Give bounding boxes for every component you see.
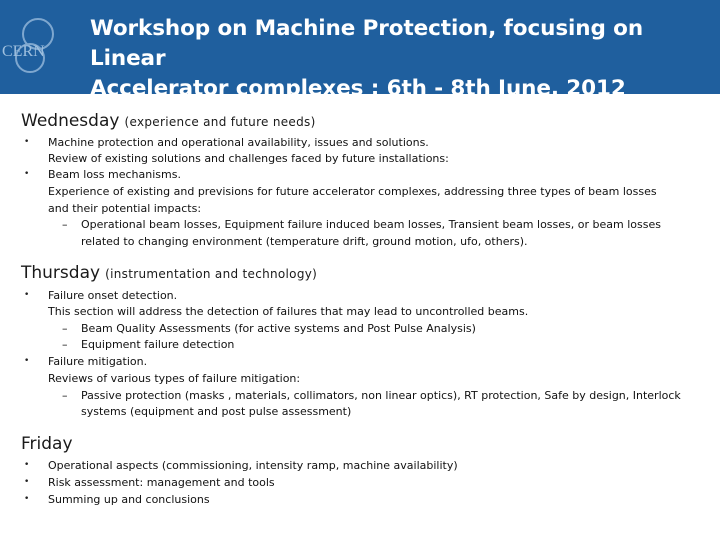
- thursday-heading: [21, 263, 317, 283]
- wednesday-subtitle: (experience and future needs): [124, 115, 316, 129]
- wed-item2-line2: Experience of existing and previsions for future accelerator complexes, addressing three types of beam losses: [48, 185, 657, 198]
- wed-item1-line1: Machine protection and operational availability, issues and solutions.: [48, 136, 429, 149]
- title-line-1: Workshop on Machine Protection, focusing on Linear: [90, 16, 644, 71]
- bullet-icon: •: [24, 460, 30, 470]
- fri-item3: Summing up and conclusions: [48, 493, 210, 506]
- wednesday-title: Wednesday: [21, 111, 120, 131]
- thu-item1-line2: This section will address the detection of failures that may lead to uncontrolled beams.: [48, 305, 529, 318]
- thu-item1-sub2: Equipment failure detection: [81, 338, 235, 351]
- thursday-subtitle: (instrumentation and technology): [105, 267, 318, 281]
- thu-item2-line1: Failure mitigation.: [48, 355, 148, 368]
- wed-item2-line1: Beam loss mechanisms.: [48, 168, 181, 181]
- wed-sub-line1: Operational beam losses, Equipment failure induced beam losses, Transient beam losses, or beam losses: [81, 218, 661, 231]
- thursday-title: Thursday: [21, 263, 101, 283]
- bullet-icon: •: [24, 169, 30, 179]
- title-line-2: Accelerator complexes : 6th - 8th June, 2012: [90, 76, 626, 101]
- friday-heading: [21, 434, 73, 454]
- wednesday-heading: [21, 111, 316, 131]
- fri-item1: Operational aspects (commissioning, intensity ramp, machine availability): [48, 459, 458, 472]
- bullet-icon: •: [24, 290, 30, 300]
- bullet-icon: •: [24, 137, 30, 147]
- thu-item2-sub1-line2: systems (equipment and post pulse assessment): [81, 405, 352, 418]
- bullet-icon: •: [24, 356, 30, 366]
- friday-title: Friday: [21, 434, 73, 454]
- dash-icon: –: [62, 322, 68, 335]
- bullet-icon: •: [24, 477, 30, 487]
- wed-item1-line2: Review of existing solutions and challenges faced by future installations:: [48, 152, 449, 165]
- thu-item2-line2: Reviews of various types of failure mitigation:: [48, 372, 301, 385]
- thu-item1-sub1: Beam Quality Assessments (for active systems and Post Pulse Analysis): [81, 322, 476, 335]
- wed-sub-line2: related to changing environment (temperature drift, ground motion, ufo, others).: [81, 235, 528, 248]
- dash-icon: –: [62, 218, 68, 231]
- thu-item2-sub1-line1: Passive protection (masks , materials, collimators, non linear optics), RT protection, Safe by design, Interlock: [81, 389, 681, 402]
- dash-icon: –: [62, 338, 68, 351]
- logo-text: CERN: [2, 43, 45, 60]
- fri-item2: Risk assessment: management and tools: [48, 476, 275, 489]
- thu-item1-line1: Failure onset detection.: [48, 289, 178, 302]
- wed-item2-line3: and their potential impacts:: [48, 202, 202, 215]
- bullet-icon: •: [24, 494, 30, 504]
- dash-icon: –: [62, 389, 68, 402]
